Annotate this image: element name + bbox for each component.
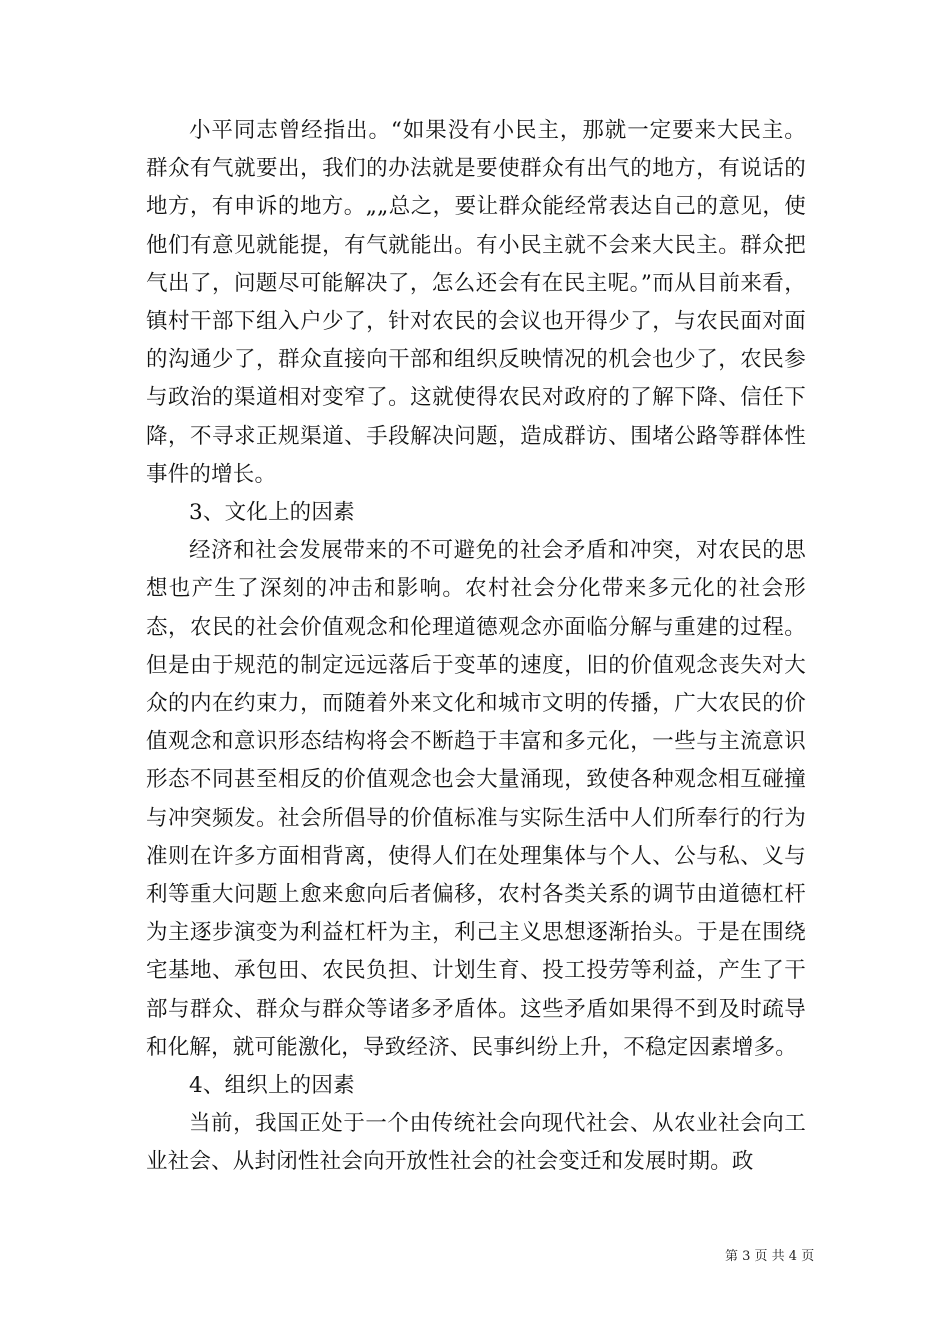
page-number-footer: 第 3 页 共 4 页 [725, 1249, 815, 1264]
document-body [146, 112, 806, 1182]
paragraph-democracy-quote: 小平同志曾经指出。“如果没有小民主，那就一定要来大民主。群众有气就要出，我们的办法就是要使群众有出气的地方，有说话的地方，有申诉的地方。„„总之，要让群众能经常表达自己的意见，使他们有意见就能提，有气就能出。有小民主就不会来大民主。群众把气出了，问题尽可能解决了，怎么还会有在民主呢。”而从目前来看，镇村干部下组入户少了，针对农民的会议也开得少了，与农民面对面的沟通少了，群众直接向干部和组织反映情况的机会也少了，农民参与政治的渠道相对变窄了。这就使得农民对政府的了解下降、信任下降，不寻求正规渠道、手段解决问题，造成群访、围堵公路等群体性事件的增长。 [146, 118, 806, 487]
paragraph-cultural-factors: 经济和社会发展带来的不可避免的社会矛盾和冲突，对农民的思想也产生了深刻的冲击和影响。农村社会分化带来多元化的社会形态，农民的社会价值观念和伦理道德观念亦面临分解与重建的过程。但是由于规范的制定远远落后于变革的速度，旧的价值观念丧失对大众的内在约束力，而随着外来文化和城市文明的传播，广大农民的价值观念和意识形态结构将会不断趋于丰富和多元化，一些与主流意识形态不同甚至相反的价值观念也会大量涌现，致使各种观念相互碰撞与冲突频发。社会所倡导的价值标准与实际生活中人们所奉行的行为准则在许多方面相背离，使得人们在处理集体与个人、公与私、义与利等重大问题上愈来愈向后者偏移，农村各类关系的调节由道德杠杆为主逐步演变为利益杠杆为主，利己主义思想逐渐抬头。于是在围绕宅基地、承包田、农民负担、计划生育、投工投劳等利益，产生了干部与群众、群众与群众等诸多矛盾体。这些矛盾如果得不到及时疏导和化解，就可能激化，导致经济、民事纠纷上升，不稳定因素增多。 [146, 538, 806, 1060]
section-heading-organizational-factors: 4、组织上的因素 [189, 1073, 355, 1099]
paragraph-organizational-factors: 当前，我国正处于一个由传统社会向现代社会、从农业社会向工业社会、从封闭性社会向开放性社会的社会变迁和发展时期。政 [146, 1111, 806, 1175]
section-heading-cultural-factors: 3、文化上的因素 [189, 500, 355, 526]
